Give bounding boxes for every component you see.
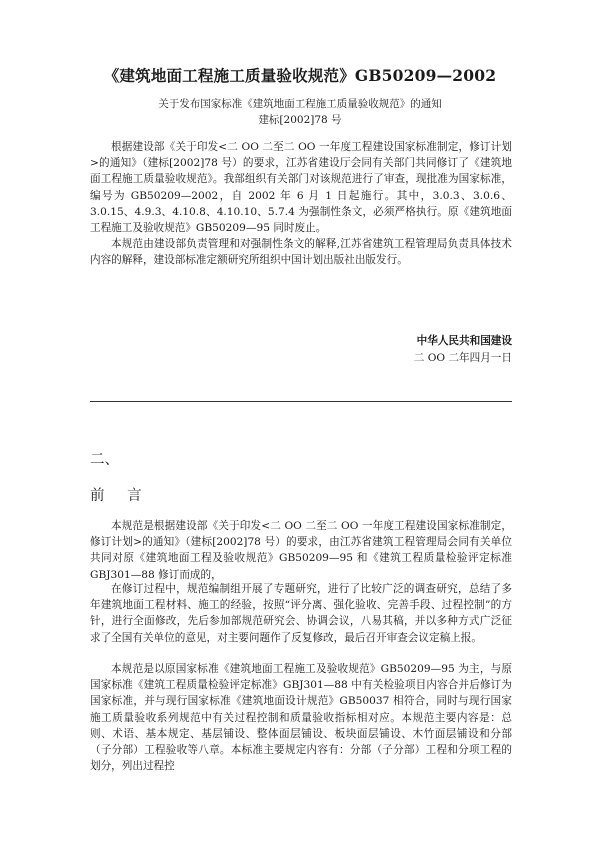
section-number: 二、: [90, 452, 119, 468]
notice-paragraph-1: 根据建设部《关于印发<二 OO 二至二 OO 一年度工程建设国家标准制定，修订计划>的通知》（建标[2002]78 号）的要求，江苏省建设厅会同有关部门共同修订了《建筑地面工程施工质量验收规范》。我部组织有关部门对该规范进行了审查，现批准为国家标准，编号为 GB50209—2002，自 2002 年 6 月 1 日起施行。其中，3.0.3、3.0.6、3.0.15、4.9.3、4.10.8、4.10.10、5.7.4 为强制性条文，必须严格执行。原《建筑地面工程施工及验收规范》GB50209—95 同时废止。: [90, 141, 512, 235]
notice-number: 建标[2002]78 号: [258, 114, 342, 126]
section-title: 前 言: [90, 488, 151, 504]
signature-date: 二 OO 二年四月一日: [413, 352, 512, 364]
preface-paragraph-3: 本规范是以原国家标准《建筑地面工程施工及验收规范》GB50209—95 为主，与原国家标准《建筑工程质量检验评定标准》GBJ301—88 中有关检验项目内容合并后修订为国家标准，并与现行国家标准《建筑地面设计规范》GB50037 相符合，同时与现行国家施工质量验收系列规范中有关过程控制和质量验收指标相对应。本规范主要内容是：总则、术语、基本规定、基层铺设、整体面层铺设、板块面层铺设、木竹面层铺设和分部（子分部）工程验收等八章。本标准主要规定内容有：分部（子分部）工程和分项工程的划分，列出过程控: [90, 663, 512, 773]
preface-paragraph-2: 在修订过程中，规范编制组开展了专题研究，进行了比较广泛的调查研究，总结了多年建筑地面工程材料、施工的经验，按照“评分离、强化验收、完善手段、过程控制”的方针，进行全面修改，先后参加部规范研究会、协调会议，八易其稿，并以多种方式广泛征求了全国有关单位的意见，对主要问题作了反复修改，最后召开审查会议定稿上报。: [90, 583, 512, 644]
signature-org: 中华人民共和国建设: [416, 335, 512, 347]
preface-paragraph-1: 本规范是根据建设部《关于印发<二 OO 二至二 OO 一年度工程建设国家标准制定，修订计划>的通知》（建标[2002]78 号）的要求，由江苏省建筑工程管理局会同有关单位共同对原《建筑地面工程及验收规范》GB50209—95 和《建筑工程质量检验评定标准 GBJ301—88 修订而成的，: [90, 520, 512, 581]
notice-paragraph-2: 本规范由建设部负责管理和对强制性条文的解释,江苏省建筑工程管理局负责具体技术内容的解释，建设部标准定额研究所组织中国计划出版社出版发行。: [90, 238, 512, 267]
notice-line: 关于发布国家标准《建筑地面工程施工质量验收规范》的通知: [158, 98, 442, 110]
document-title: 《建筑地面工程施工质量验收规范》GB50209—2002: [103, 66, 497, 85]
section-divider: [90, 401, 512, 402]
